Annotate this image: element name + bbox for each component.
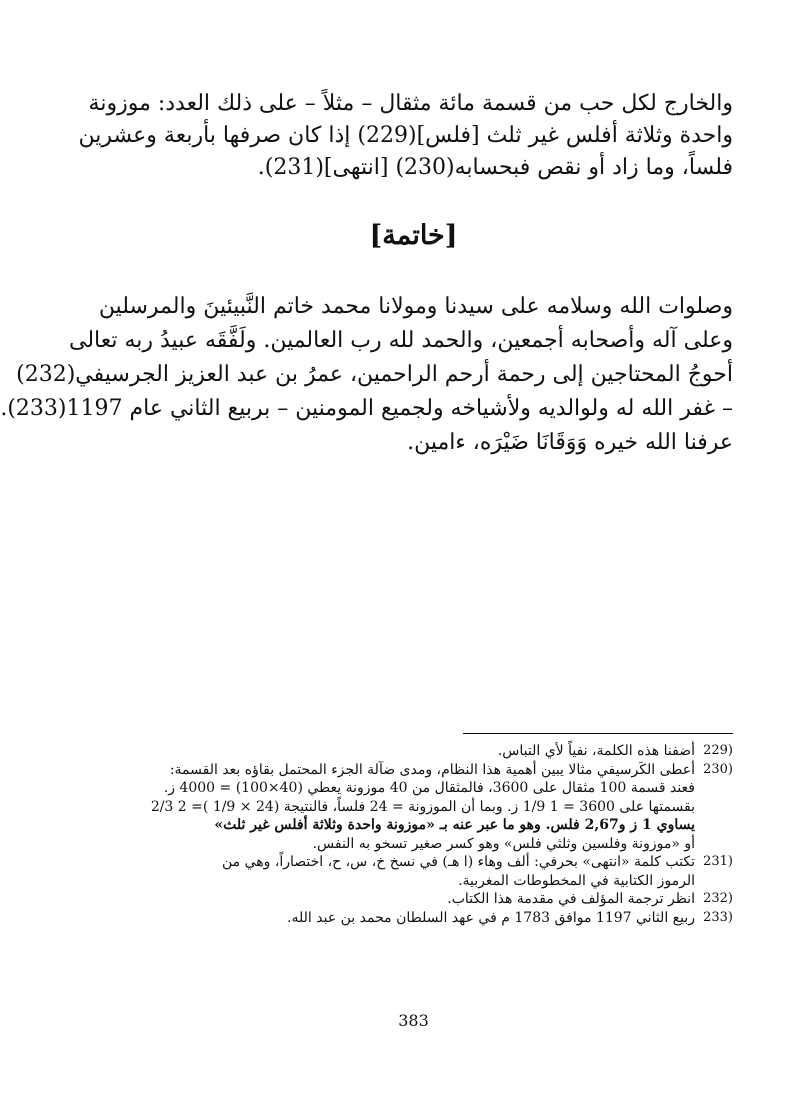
footnote-line: أو «موزونة وفلسين وثلثي فلس» وهو كسر صغير تسخو به النفس. bbox=[312, 835, 695, 852]
text-line: وعلى آله وأصحابه أجمعين، والحمد لله رب العالمين. ولَفَّقَه عبيدُ ربه تعالى bbox=[69, 328, 733, 353]
footnote-number: (231 bbox=[703, 854, 733, 869]
footnote bbox=[88, 890, 733, 909]
footnote-line: انظر ترجمة المؤلف في مقدمة هذا الكتاب. bbox=[447, 891, 695, 907]
footnote-number: (233 bbox=[703, 909, 733, 925]
text-line: واحدة وثلاثة أفلس غير ثلث [فلس](229) إذا كان صرفها بأربعة وعشرين bbox=[78, 123, 733, 148]
footnotes bbox=[88, 742, 733, 927]
closing-paragraph bbox=[0, 290, 733, 460]
footnote-line: الرموز الكتابية في المخطوطات المغربية. bbox=[458, 872, 695, 889]
section-heading: [خاتمة] bbox=[369, 220, 458, 251]
footnote-number: (229 bbox=[703, 743, 733, 758]
footnote-number: (232 bbox=[703, 891, 733, 906]
text-line: أحوجُ المحتاجين إلى رحمة أرحم الراحمين، عمرُ بن عبد العزيز الجرسيفي(232) bbox=[16, 362, 733, 387]
text-line: فلساً، وما زاد أو نقص فبحسابه(230) [انتهى](231). bbox=[257, 155, 733, 180]
footnote bbox=[88, 853, 733, 890]
footnote-number: (230 bbox=[703, 761, 733, 777]
footnote bbox=[88, 909, 733, 928]
text-line: – غفر الله له ولوالديه ولأشياخه ولجميع المومنين – بربيع الثاني عام 1197(233). bbox=[0, 396, 733, 421]
intro-paragraph bbox=[78, 88, 733, 184]
footnote-line: بقسمتها على 3600 = 1 1/9 ز. وبما أن الموزونة = 24 فلساً، فالنتيجة (24 × 1/9 )= 2 2/3 bbox=[150, 798, 695, 815]
text-line: عرفنا الله خيره وَوَقَانَا ضَيْرَه، ءامين. bbox=[407, 430, 733, 455]
footnote-line: أعطى الكَرسيفي مثالا يبين أهمية هذا النظام، ومدى ضآلة الجزء المحتمل بقاؤه بعد القسمة: bbox=[169, 761, 695, 778]
text-line: والخارج لكل حب من قسمة مائة مثقال – مثلاً – على ذلك العدد: موزونة bbox=[88, 91, 733, 116]
footnote-line: تكتب كلمة «انتهى» بحرفي: ألف وهاء (ا هـ) في نسخ خ، س، ح، اختصاراً، وهي من bbox=[221, 854, 695, 870]
footnote-separator bbox=[463, 733, 733, 734]
footnote-line: فعند قسمة 100 مثقال على 3600، فالمثقال من 40 موزونة يعطي (40×100) = 4000 ز. bbox=[163, 780, 695, 796]
footnote-line: ربيع الثاني 1197 موافق 1783 م في عهد السلطان محمد بن عبد الله. bbox=[287, 909, 695, 926]
page-number: 383 bbox=[398, 1011, 429, 1030]
footnote bbox=[88, 761, 733, 854]
footnote bbox=[88, 742, 733, 761]
footnote-line: يساوي 1 ز و2,67 فلس. وهو ما عبر عنه بـ «موزونة واحدة وثلاثة أفلس غير ثلث» bbox=[214, 817, 695, 833]
footnote-line: أضفنا هذه الكلمة، نفياً لأي التباس. bbox=[497, 743, 695, 759]
text-line: وصلوات الله وسلامه على سيدنا ومولانا محمد خاتم النَّبيئينَ والمرسلين bbox=[98, 294, 733, 319]
